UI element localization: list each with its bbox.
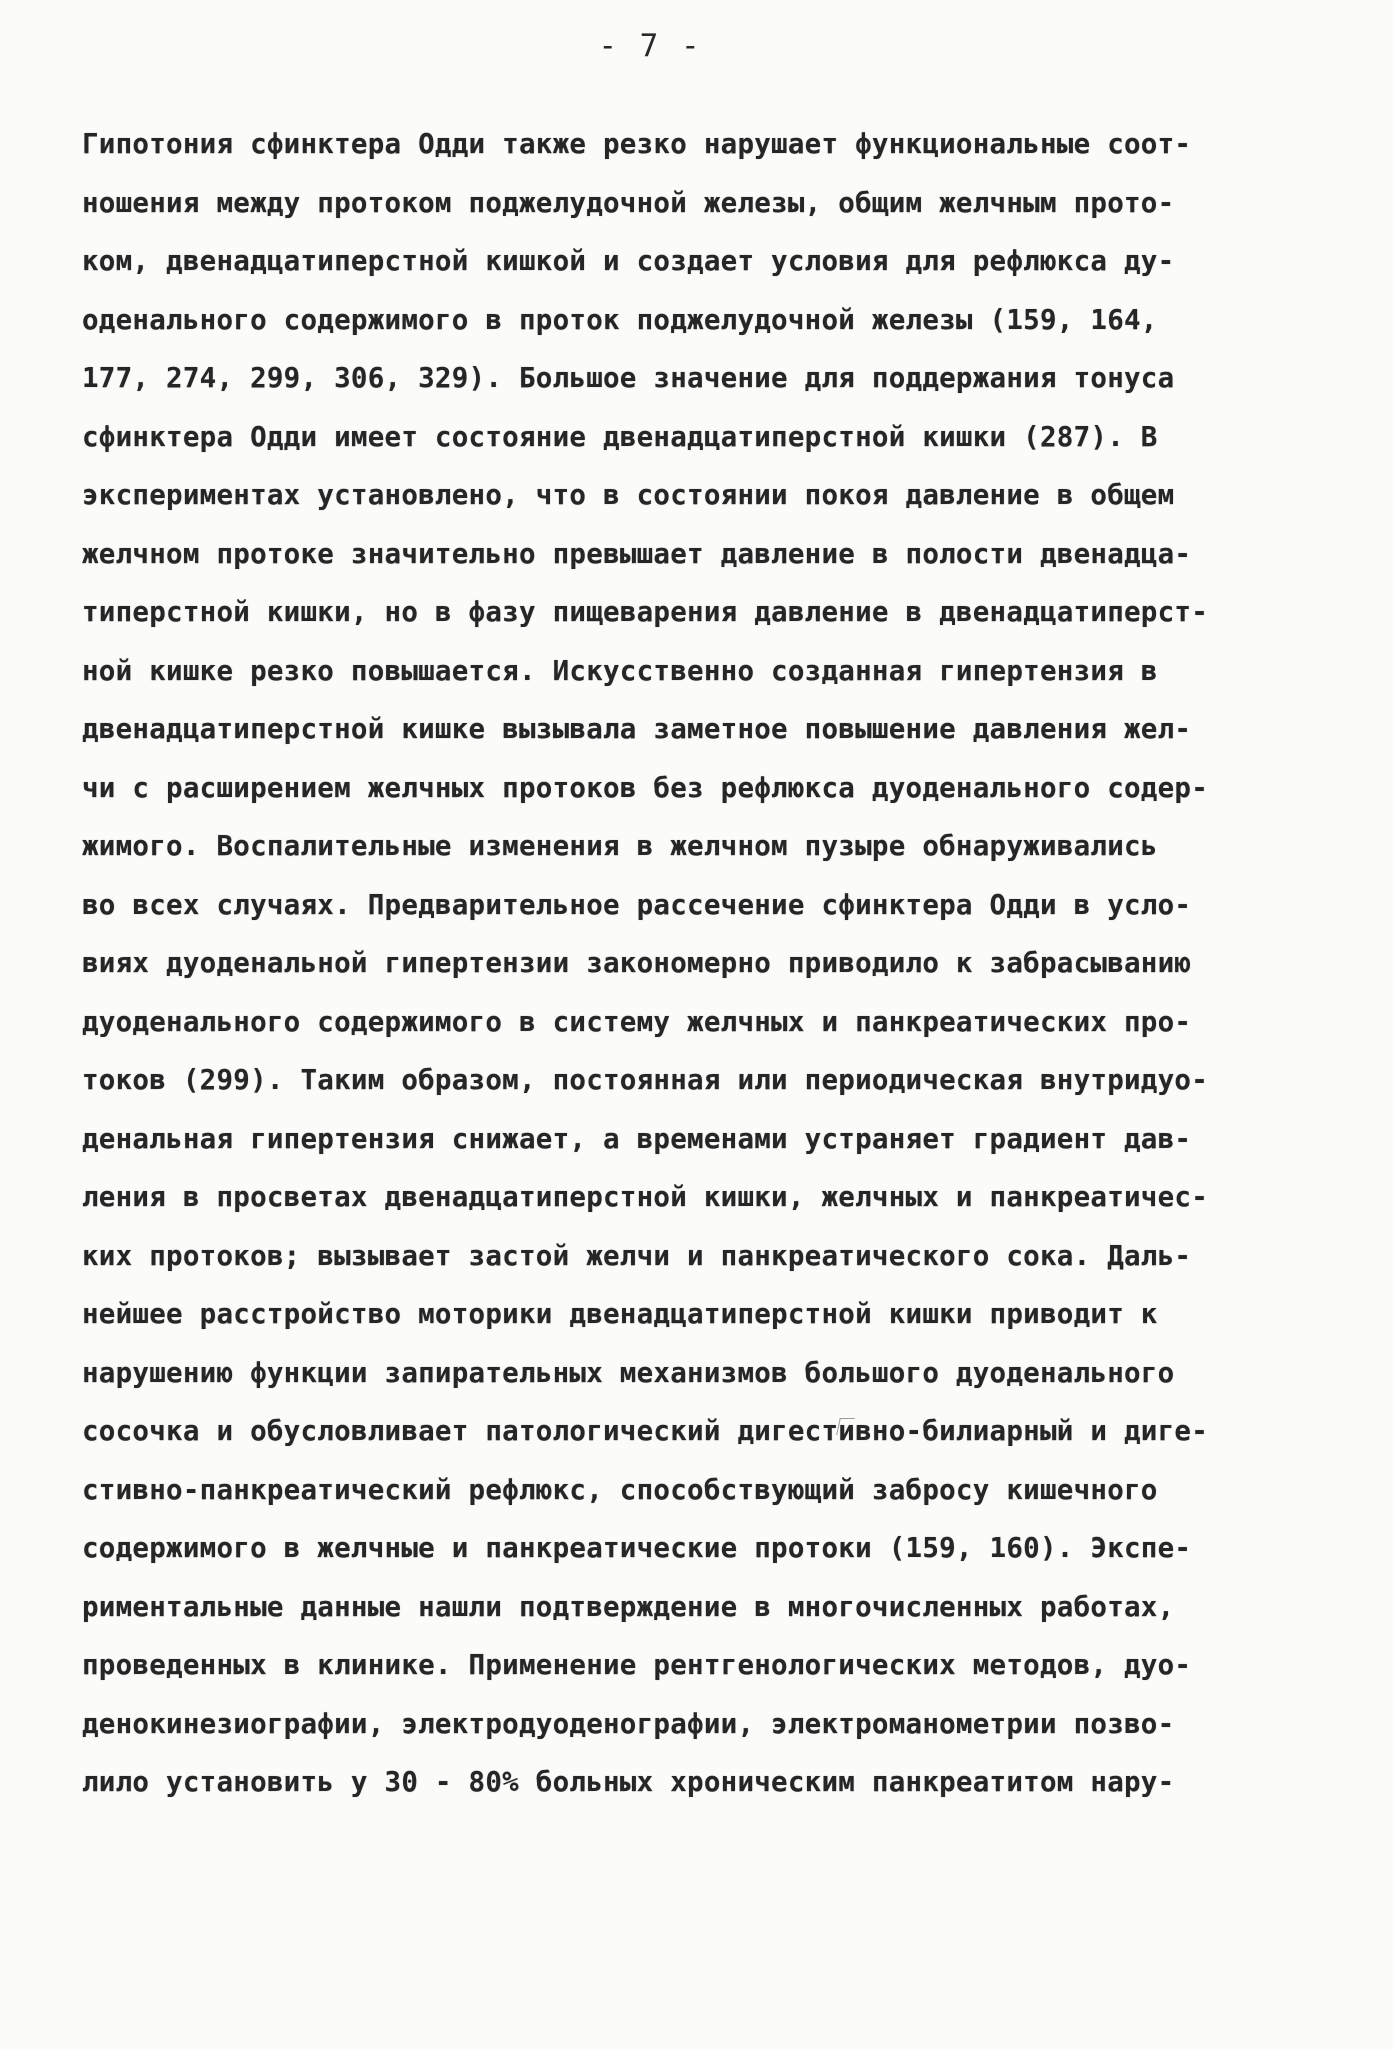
text-line: проведенных в клинике. Применение рентгенологических методов, дуо- — [82, 1649, 1192, 1681]
text-line: чи с расширением желчных протоков без рефлюкса дуоденального содер- — [82, 771, 1209, 804]
text-line: во всех случаях. Предварительное рассечение сфинктера Одди в усло- — [82, 888, 1192, 921]
text-line: двенадцатиперстной кишке вызывала заметное повышение давления жел- — [82, 713, 1192, 745]
text-line: денальная гипертензия снижает, а временами устраняет градиент дав- — [82, 1122, 1192, 1155]
text-line: стивно-панкреатический рефлюкс, способствующий забросу кишечного — [82, 1473, 1158, 1506]
text-line: типерстной кишки, но в фазу пищеварения давление в двенадцатиперст- — [82, 596, 1209, 628]
text-line: виях дуоденальной гипертензии закономерно приводило к забрасыванию — [82, 947, 1192, 979]
text-line: нарушению функции запирательных механизмов большого дуоденального — [82, 1356, 1175, 1389]
text-line: нейшее расстройство моторики двенадцатиперстной кишки приводит к — [82, 1298, 1158, 1330]
text-line: 177, 274, 299, 306, 329). Большое значение для поддержания тонуса — [82, 362, 1175, 394]
text-line: оденального содержимого в проток поджелудочной железы (159, 164, — [82, 303, 1158, 336]
text-line: экспериментах установлено, что в состоянии покоя давление в общем — [82, 479, 1175, 511]
text-body — [82, 115, 1282, 1812]
text-line: дуоденального содержимого в систему желчных и панкреатических про- — [82, 1005, 1192, 1038]
text-line: лило установить у 30 - 80% больных хроническим панкреатитом нару- — [82, 1766, 1175, 1798]
text-line: жимого. Воспалительные изменения в желчном пузыре обнаруживались — [82, 830, 1158, 862]
text-line: желчном протоке значительно превышает давление в полости двенадца- — [82, 537, 1192, 570]
text-line: денокинезиографии, электродуоденографии, электроманометрии позво- — [82, 1707, 1175, 1740]
text-line: ношения между протоком поджелудочной железы, общим желчным прото- — [82, 186, 1175, 219]
text-line: ной кишке резко повышается. Искусственно созданная гипертензия в — [82, 654, 1158, 687]
text-line: содержимого в желчные и панкреатические протоки (159, 160). Экспе- — [82, 1532, 1192, 1564]
text-line: токов (299). Таким образом, постоянная или периодическая внутридуо- — [82, 1064, 1209, 1096]
text-line: ких протоков; вызывает застой желчи и панкреатического сока. Даль- — [82, 1239, 1192, 1272]
text-line: сосочка и обусловливает патологический дигестивно-билиарный и диге- — [82, 1415, 1209, 1447]
text-line: ком, двенадцатиперстной кишкой и создает условия для рефлюкса ду- — [82, 245, 1175, 277]
text-line: риментальные данные нашли подтверждение в многочисленных работах, — [82, 1590, 1175, 1623]
text-line: сфинктера Одди имеет состояние двенадцатиперстной кишки (287). В — [82, 420, 1158, 453]
text-line: ления в просветах двенадцатиперстной кишки, желчных и панкреатичес- — [82, 1181, 1209, 1213]
text-line: Гипотония сфинктера Одди также резко нарушает функциональные соот- — [82, 128, 1192, 160]
page-number: - 7 - — [598, 28, 702, 64]
